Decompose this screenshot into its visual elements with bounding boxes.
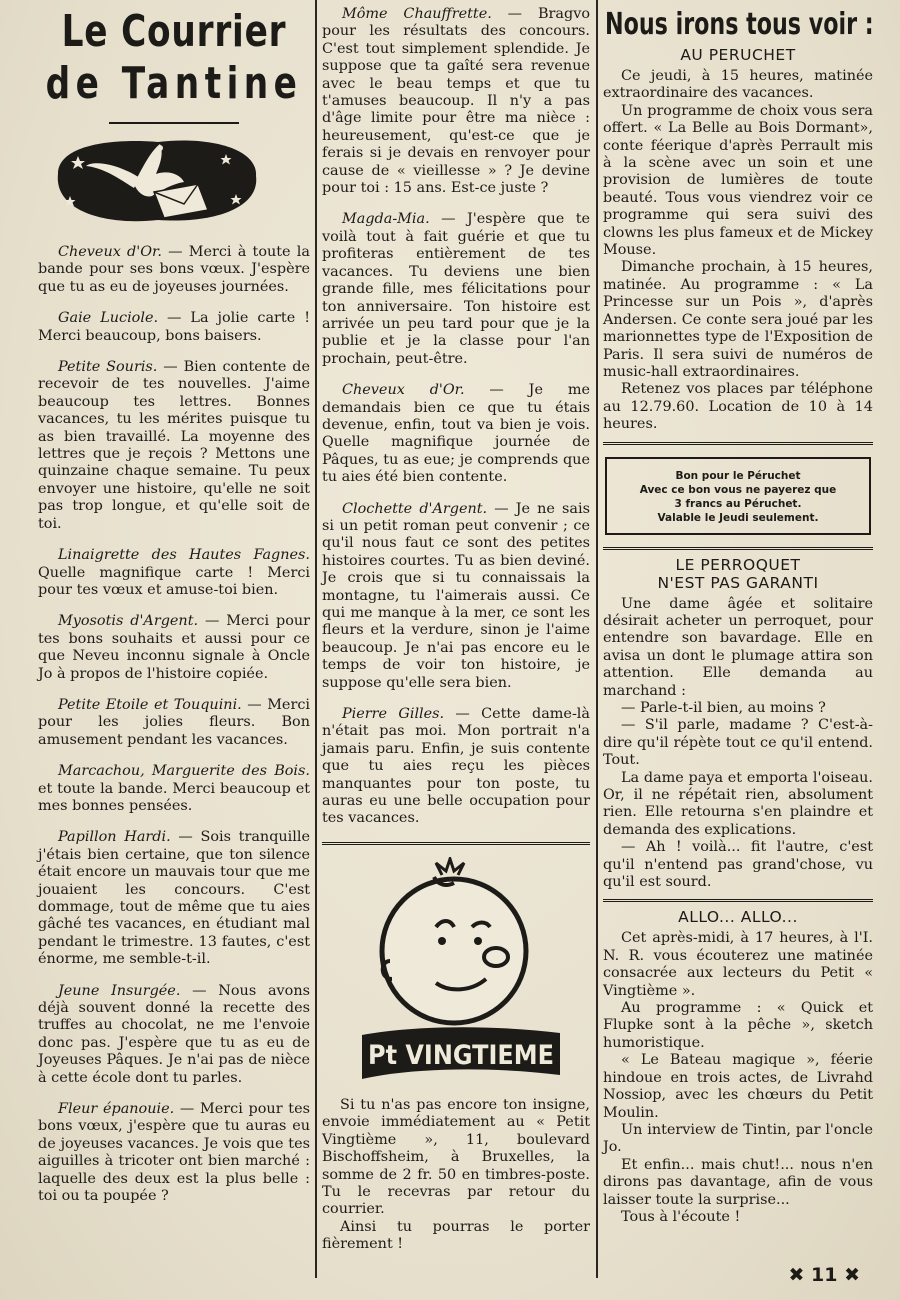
perroquet-title-line2: N'EST PAS GARANTI xyxy=(657,573,819,592)
tintin-badge-illustration xyxy=(346,857,566,1087)
column-courrier-continued xyxy=(322,0,590,1270)
star-icon: ✖ xyxy=(788,1264,805,1286)
peruchet-paragraph: Un programme de choix vous sera offert. « La Belle au Bois Dormant», conte féerique d'après Perrault mis à la scène avec un soin et une provision de lumières de toute beauté. Tous vous viendrez voir ce programme qui sera suivi des clowns les plus fameux et de Mickey Mouse. xyxy=(603,102,873,259)
allo-paragraph: Cet après-midi, à 17 heures, à l'I. N. R. vous écouterez une matinée consacrée aux lecteurs du Petit « Vingtième ». xyxy=(603,930,873,999)
column-courrier xyxy=(38,0,310,1270)
coupon-title: Bon pour le Péruchet xyxy=(675,469,801,482)
masthead-line1: Le Courrier xyxy=(61,6,287,57)
perroquet-paragraph: — Parle-t-il bien, au moins ? xyxy=(621,699,826,716)
perroquet-paragraph: Une dame âgée et solitaire désirait acheter un perroquet, pour entendre son bavardage. Elle en avisa un dont le plumage attira son attention. Elle demanda au marchand : xyxy=(603,595,873,699)
dove-letter-icon xyxy=(48,134,263,226)
coupon-line: 3 francs au Péruchet. xyxy=(674,497,802,510)
perroquet-paragraph: — Ah ! voilà... fit l'autre, c'est qu'il n'entend pas grand'chose, vu qu'il est sourd. xyxy=(603,839,873,891)
letter-entry: Môme Chauffrette. — Bragvo pour les résultats des concours. C'est tout simplement splendide. Je suppose que ta gaîté sera revenue avec le beau temps et que tu t'amuses beaucoup. Il n'y a pas d'âge limite pour être ma nièce : heureusement, qu'est-ce que je ferais si je devais en renvoyer pour cause de « vieillesse » ? Je devine pour toi : 15 ans. Est-ce juste ? xyxy=(322,6,590,197)
letter-entry: Clochette d'Argent. — Je ne sais si un petit roman peut convenir ; ce qu'il nous faut ce sont des petites histoires courtes. Tu as bien deviné. Je crois que si tu connaissais la montagne, tu l'aimerais aussi. Ce qui me manque à la mer, ce sont les fleurs et la verdure, sinon je l'aime beaucoup. Je n'ai pas encore eu le temps de voir ton histoire, je suppose qu'elle sera bien. xyxy=(322,500,590,691)
badge-advert xyxy=(322,842,590,1254)
letter-entry: Papillon Hardi. — Sois tranquille j'étais bien certaine, que ton silence était encore un mauvais tour que me jouaient les concours. C'est dommage, tout de même que tu aies gâché tes vacances, en étudiant mal pendant le trimestre. 13 fautes, c'est énorme, me semble-t-il. xyxy=(38,829,310,968)
divider xyxy=(603,547,873,550)
badge-advert-closing: Ainsi tu pourras le porter fièrement ! xyxy=(322,1218,590,1253)
letter-entry: Fleur épanouie. — Merci pour tes bons vœux, j'espère que tu auras eu de joyeuses vacances. Je vois que tes aiguilles à tricoter ont bien marché : laquelle des deux est la plus belle : toi ou ta poupée ? xyxy=(38,1101,310,1205)
masthead-line2: de Tantine xyxy=(45,58,303,109)
section-heading: Nous irons tous voir : xyxy=(605,7,874,42)
allo-paragraph: Au programme : « Quick et Flupke sont à la pêche », sketch humoristique. xyxy=(603,1000,873,1051)
badge-label: Pt VINGTIEME xyxy=(368,1039,554,1071)
star-icon: ✖ xyxy=(844,1264,860,1286)
perroquet-paragraph: La dame paya et emporta l'oiseau. Or, il ne répétait rien, absolument rien. Elle retourna s'en plaindre et demanda des explications. xyxy=(603,769,873,838)
masthead-title xyxy=(37,6,312,109)
letter-entry: Petite Souris. — Bien contente de recevoir de tes nouvelles. J'aime beaucoup tes lettres. Bonnes vacances, tu les mérites puisque tu as bien travaillé. La moyenne des lettres que je reçois ? Mettons une quinzaine chaque semaine. Tu peux envoyer une histoire, qu'elle ne soit pas trop longue, et qu'elle soit de toi. xyxy=(38,359,310,532)
allo-paragraph: « Le Bateau magique », féerie hindoue en trois actes, de Livrahd Nossiop, avec les chœurs du Petit Moulin. xyxy=(603,1052,873,1121)
letter-entry: Jeune Insurgée. — Nous avons déjà souvent donné la recette des truffes au chocolat, ne me l'envoie donc pas. J'espère que tu as eu de Joyeuses Pâques. Je n'ai pas de nièce à cette école dont tu parles. xyxy=(38,982,310,1086)
peruchet-coupon xyxy=(605,457,871,535)
peruchet-paragraph: Dimanche prochain, à 15 heures, matinée. Au programme : « La Princesse sur un Pois », d'après Andersen. Ce conte sera joué par les marionnettes type de l'Exposition de Paris. Il sera suivi de numéros de music-hall extraordinaires. xyxy=(603,259,873,380)
letter-entry: Linaigrette des Hautes Fagnes. Quelle magnifique carte ! Merci pour tes vœux et amuse-toi bien. xyxy=(38,547,310,598)
letter-entry: Myosotis d'Argent. — Merci pour tes bons souhaits et aussi pour ce que Neveu inconnu signale à Oncle Jo à propos de l'histoire copiée. xyxy=(38,613,310,682)
letter-entry: Marcachou, Marguerite des Bois. et toute la bande. Merci beaucoup et mes bonnes pensées. xyxy=(38,763,310,814)
letter-entry: Cheveux d'Or. — Je me demandais bien ce que tu étais devenue, enfin, tout va bien je vois. Quelle magnifique journée de Pâques, tu as eue; je comprends que tu aies été bien contente. xyxy=(322,382,590,486)
letter-entry: Petite Etoile et Touquini. — Merci pour les jolies fleurs. Bon amusement pendant les vacances. xyxy=(38,696,310,748)
letter-entry: Gaie Luciole. — La jolie carte ! Merci beaucoup, bons baisers. xyxy=(38,310,310,344)
peruchet-paragraph: Retenez vos places par téléphone au 12.79.60. Location de 10 à 14 heures. xyxy=(603,381,873,433)
page-number-value: 11 xyxy=(811,1264,838,1286)
column-divider xyxy=(596,0,598,1278)
letter-entry: Magda-Mia. — J'espère que te voilà tout à fait guérie et que tu profiteras entièrement de tes vacances. Tu deviens une bien grande fille, mes félicitations pour ton anniversaire. Ton histoire est arrivée un peu tard pour que je la publie et je la classe pour l'an prochain, peut-être. xyxy=(322,211,590,367)
coupon-line: Avec ce bon vous ne payerez que xyxy=(639,483,837,496)
perroquet-title xyxy=(603,556,873,592)
masthead-rule xyxy=(109,122,239,124)
letter-entry: Pierre Gilles. — Cette dame-là n'était pas moi. Mon portrait n'a jamais paru. Enfin, je suis contente que tu aies reçu les pièces manquantes pour ton poste, tu auras eu une belle occupation pour tes vacances. xyxy=(322,706,590,827)
peruchet-paragraph: Ce jeudi, à 15 heures, matinée extraordinaire des vacances. xyxy=(603,68,873,102)
column-divider xyxy=(315,0,317,1278)
page-number xyxy=(788,1264,860,1286)
perroquet-paragraph: — S'il parle, madame ? C'est-à-dire qu'il répète tout ce qu'il entend. Tout. xyxy=(603,717,873,769)
peruchet-title: AU PERUCHET xyxy=(680,46,796,64)
allo-paragraph: Et enfin... mais chut!... nous n'en dirons pas davantage, afin de vous laisser toute la surprise... xyxy=(603,1156,873,1208)
column-programme xyxy=(603,0,873,1270)
badge-advert-text: Si tu n'as pas encore ton insigne, envoie immédiatement au « Petit Vingtième », 11, boulevard Bischoffsheim, à Bruxelles, la somme de 2 fr. 50 en timbres-poste. Tu le recevras par retour du courrier. xyxy=(322,1096,590,1218)
divider xyxy=(603,442,873,445)
allo-paragraph: Tous à l'écoute ! xyxy=(621,1208,741,1225)
coupon-line: Valable le Jeudi seulement. xyxy=(657,511,819,524)
allo-paragraph: Un interview de Tintin, par l'oncle Jo. xyxy=(603,1121,873,1156)
perroquet-title-line1: LE PERROQUET xyxy=(675,555,801,574)
allo-title: ALLO... ALLO... xyxy=(678,908,798,927)
divider xyxy=(603,899,873,902)
letter-entry: Cheveux d'Or. — Merci à toute la bande pour ses bons vœux. J'espère que tu as eu de joyeuses journées. xyxy=(38,244,310,295)
